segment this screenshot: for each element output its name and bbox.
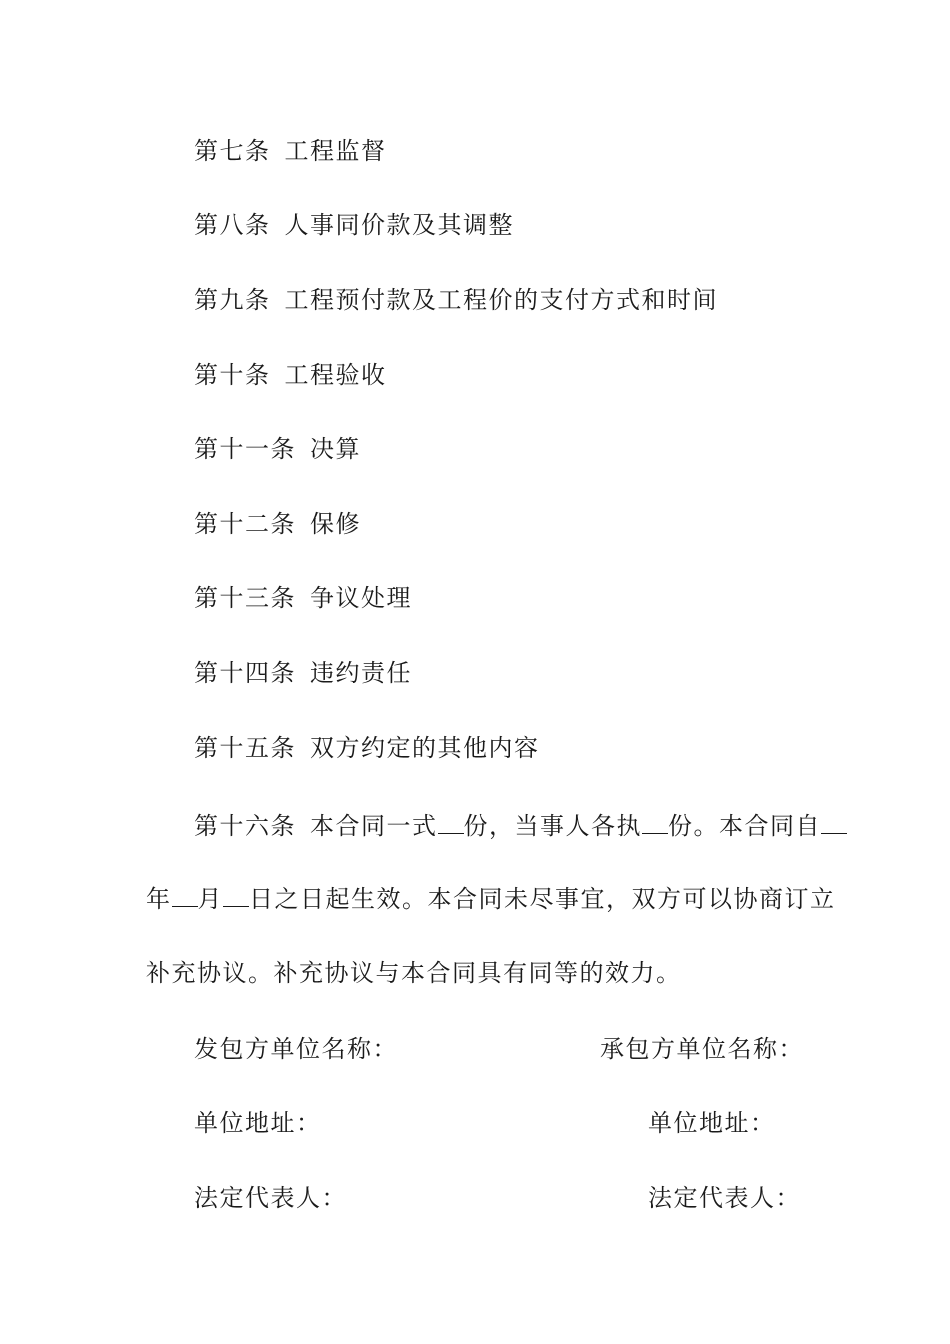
article-16-line-1 [194,811,847,841]
article-number: 第十五条 [194,734,296,762]
article-9 [194,285,718,315]
article-16-text: 月 [197,885,223,913]
article-number: 第九条 [194,286,271,314]
article-12 [194,509,361,539]
article-number: 第十四条 [194,659,296,687]
article-16-line-3 [146,958,682,988]
blank-copies-each [642,811,668,834]
blank-year [821,811,847,834]
article-15 [194,733,540,763]
blank-month [172,884,198,907]
article-16-text: 年 [146,885,172,913]
article-number: 第十条 [194,361,271,389]
article-14 [194,658,412,688]
party-a-address-label: 单位地址： [194,1109,322,1137]
article-number: 第八条 [194,211,271,239]
article-11 [194,434,361,464]
blank-copies-total [438,811,464,834]
blank-day [223,884,249,907]
article-16-text: 日之日起生效。本合同未尽事宜，双方可以协商订立 [249,885,836,913]
article-number: 第十二条 [194,510,296,538]
article-16-text: 补充协议。补充协议与本合同具有同等的效力。 [146,959,682,987]
article-title: 双方约定的其他内容 [310,734,540,762]
party-a-rep-label: 法定代表人： [194,1184,347,1212]
article-16-text: 份，当事人各执 [463,812,642,840]
article-number: 第十一条 [194,435,296,463]
article-number: 第十六条 [194,812,296,840]
article-title: 保修 [310,510,361,538]
article-7 [194,136,387,166]
article-13 [194,583,412,613]
article-16-text: 本合同一式 [310,812,438,840]
article-title: 工程监督 [284,137,387,165]
party-b-name-label: 承包方单位名称： [600,1035,804,1063]
article-number: 第十三条 [194,584,296,612]
article-16-text: 份。本合同自 [668,812,821,840]
party-b-rep-label: 法定代表人： [648,1184,801,1212]
article-number: 第七条 [194,137,271,165]
article-title: 工程预付款及工程价的支付方式和时间 [284,286,718,314]
article-8 [194,210,514,240]
article-title: 争议处理 [310,584,412,612]
article-title: 决算 [310,435,361,463]
party-a-name-label: 发包方单位名称： [194,1035,398,1063]
article-16-line-2 [146,884,836,914]
party-b-address-label: 单位地址： [648,1109,776,1137]
article-title: 工程验收 [284,361,387,389]
article-title: 违约责任 [310,659,412,687]
article-10 [194,360,387,390]
article-title: 人事同价款及其调整 [284,211,514,239]
